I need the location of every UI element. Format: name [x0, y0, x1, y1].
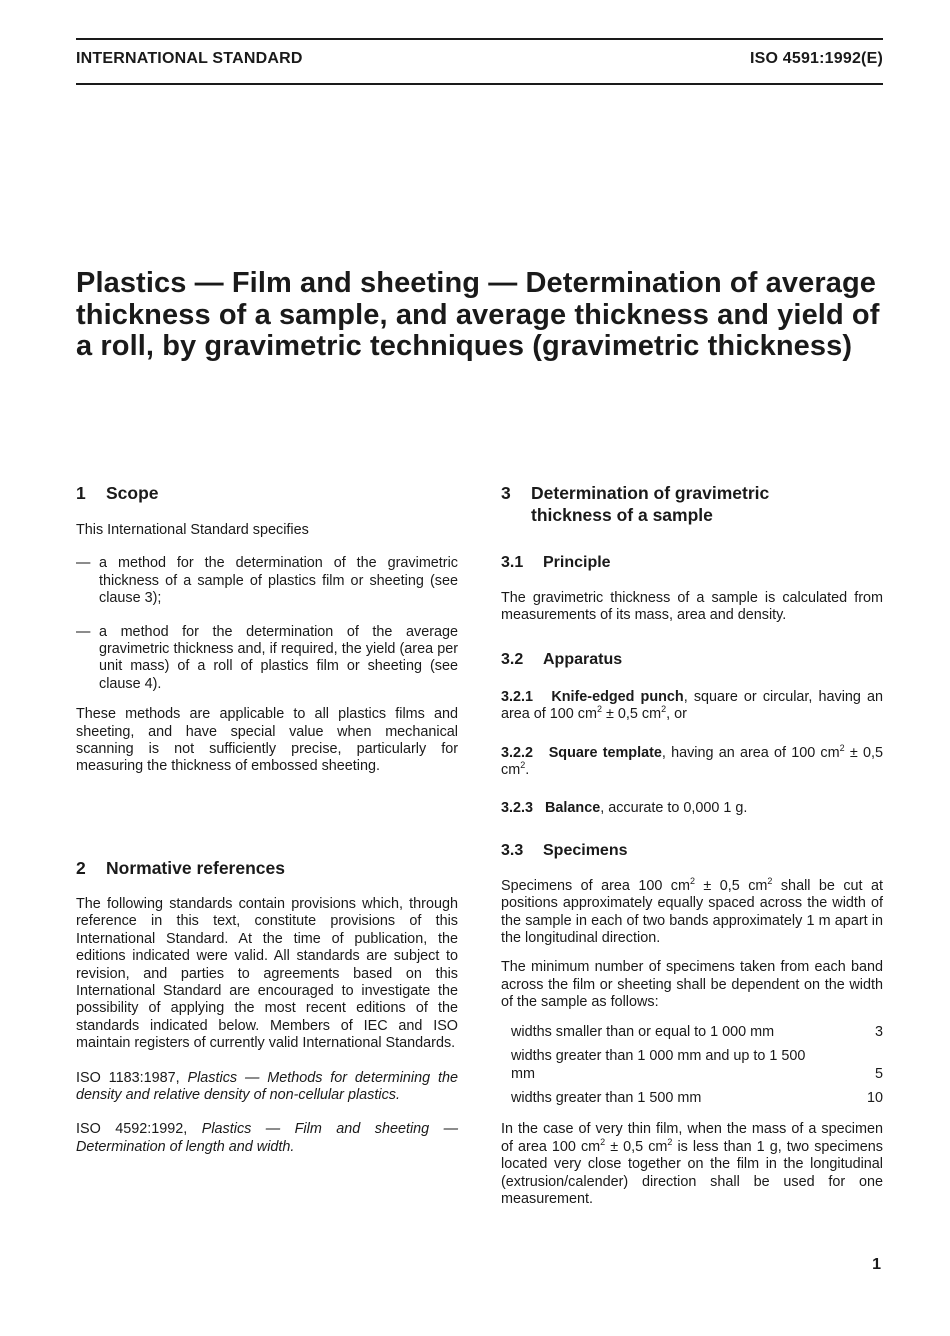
apparatus-text: , or	[666, 706, 687, 723]
section-title: Scope	[106, 483, 159, 503]
thin-film-text: ± 0,5 cm	[605, 1138, 668, 1155]
subsection-3-3-heading	[501, 841, 883, 861]
principle-paragraph: The gravimetric thickness of a sample is calculated from measurements of its mass, area and density.	[501, 590, 883, 624]
apparatus-item-3-2-3	[501, 800, 883, 817]
scope-intro: This International Standard specifies	[76, 522, 309, 538]
apparatus-text: , accurate to 0,000 1 g.	[600, 800, 748, 817]
reference-code: ISO 4592:1992,	[76, 1121, 188, 1138]
clause-number: 3.2.3	[501, 800, 534, 817]
reference-entry	[76, 1121, 458, 1156]
specimen-count-table	[511, 1024, 883, 1108]
specimens-text: Specimens of area 100 cm	[501, 877, 690, 894]
reference-code: ISO 1183:1987,	[76, 1069, 180, 1086]
section-1-heading	[76, 482, 458, 504]
table-value: 5	[874, 1065, 883, 1082]
superscript: 2	[689, 875, 695, 886]
apparatus-term: Knife-edged punch	[551, 688, 684, 705]
superscript: 2	[600, 1136, 606, 1147]
thin-film-paragraph	[501, 1121, 883, 1208]
table-label: widths greater than 1 000 mm and up to 1 500 mm	[511, 1048, 806, 1082]
subsection-title: Apparatus	[543, 650, 623, 668]
section-number: 2	[76, 857, 86, 878]
table-row	[511, 1024, 883, 1041]
table-label: widths smaller than or equal to 1 000 mm	[511, 1023, 775, 1040]
scope-paragraph: These methods are applicable to all plastics films and sheeting, and have special value when mechanical scanning is not sufficiently precise, particularly for measuring the thickness of embossed sheeting.	[76, 706, 458, 775]
apparatus-item-3-2-2	[501, 742, 883, 780]
table-row	[511, 1048, 883, 1083]
scope-item	[76, 624, 458, 694]
specimens-paragraph	[501, 875, 883, 948]
apparatus-text: , square or circular, having an area of 100 cm	[501, 688, 884, 723]
right-column	[501, 482, 883, 1208]
superscript: 2	[767, 875, 773, 886]
dash-bullet: —	[76, 623, 91, 640]
apparatus-term: Balance	[545, 800, 601, 817]
apparatus-text: , having an area of 100 cm	[661, 744, 840, 761]
dash-bullet: —	[76, 555, 91, 572]
section-number: 3	[501, 483, 511, 503]
section-title: Determination of gravimetric thickness of a sample	[531, 483, 770, 525]
subsection-title: Specimens	[543, 841, 628, 859]
apparatus-text: .	[525, 762, 530, 779]
header-rule-bottom	[76, 83, 883, 85]
page-number: 1	[872, 1256, 881, 1273]
subsection-3-1-heading	[501, 553, 883, 573]
clause-number: 3.2.1	[501, 688, 534, 705]
section-number: 1	[76, 483, 86, 503]
subsection-3-2-heading	[501, 650, 883, 670]
superscript: 2	[520, 760, 526, 771]
table-label: widths greater than 1 500 mm	[511, 1089, 702, 1106]
table-row	[511, 1090, 883, 1107]
apparatus-text: ± 0,5 cm	[501, 744, 883, 779]
header-doc-number: ISO 4591:1992(E)	[749, 50, 883, 67]
document-title: Plastics — Film and sheeting — Determination of average thickness of a sample, and average thickness and yield of a roll, by gravimetric techniques (gravimetric thickness)	[76, 267, 880, 362]
reference-title: Plastics — Methods for determining the density and relative density of non-cellular plastics.	[76, 1069, 459, 1103]
clause-number: 3.2.2	[501, 744, 534, 761]
scope-item-text: a method for the determination of the gravimetric thickness of a sample of plastics film or sheeting (see clause 3);	[99, 555, 458, 607]
specimens-text: shall be cut at positions approximately equally spaced across the width of the sample in each of two bands approximately 1 m apart in the longitudinal direction.	[501, 877, 883, 947]
superscript: 2	[661, 704, 667, 715]
subsection-title: Principle	[543, 554, 611, 571]
reference-title: Plastics — Film and sheeting — Determination of length and width.	[76, 1121, 459, 1155]
scope-item-text: a method for the determination of the average gravimetric thickness and, if required, the yield (area per unit mass) of a roll of plastics film or sheeting (see clause 4).	[99, 623, 458, 692]
table-value: 3	[874, 1023, 883, 1040]
section-2-heading	[76, 857, 458, 879]
left-column	[76, 482, 458, 1156]
thin-film-text: In the case of very thin film, when the mass of a specimen of area 100 cm	[501, 1121, 883, 1155]
header-doc-type: INTERNATIONAL STANDARD	[76, 50, 303, 67]
section-3-heading	[501, 482, 883, 526]
subsection-number: 3.1	[501, 554, 524, 571]
specimens-count-paragraph: The minimum number of specimens taken from each band across the film or sheeting shall be dependent on the width of the sample as follows:	[501, 959, 883, 1011]
scope-item	[76, 555, 458, 607]
section-title: Normative references	[106, 857, 285, 878]
table-value: 10	[866, 1089, 883, 1106]
thin-film-text: is less than 1 g, two specimens located very close together on the film in the longitudinal (extrusion/calender) direction shall be used for one measurement.	[501, 1138, 883, 1207]
superscript: 2	[667, 1136, 673, 1147]
subsection-number: 3.2	[501, 650, 524, 668]
superscript: 2	[597, 704, 603, 715]
normative-paragraph: The following standards contain provisions which, through reference in this text, constitute provisions of this International Standard. At the time of publication, the editions indicated were valid. All standards are subject to revision, and parties to agreements based on this International Standard are encouraged to investigate the possibility of applying the most recent editions of the standards indicated below. Members of IEC and ISO maintain registers of currently valid International Standards.	[76, 895, 458, 1052]
subsection-number: 3.3	[501, 841, 524, 859]
apparatus-term: Square template	[548, 744, 662, 761]
reference-entry	[76, 1070, 458, 1105]
apparatus-text: ± 0,5 cm	[602, 706, 662, 723]
specimens-text: ± 0,5 cm	[694, 877, 768, 894]
header-rule-top	[76, 38, 883, 40]
apparatus-item-3-2-1	[501, 689, 883, 724]
superscript: 2	[839, 742, 845, 753]
